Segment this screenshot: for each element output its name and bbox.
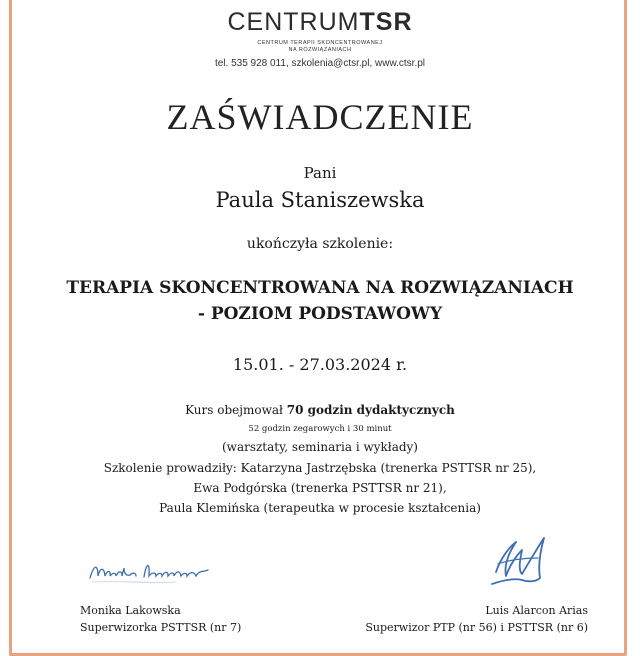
right-signatory-name: Luis Alarcon Arias	[485, 604, 588, 617]
logo-subtitle-line2: NA ROZWIĄZANIACH	[288, 47, 352, 53]
logo-subtitle-line1: CENTRUM TERAPII SKONCENTROWANEJ	[257, 40, 383, 46]
course-title-line1: TERAPIA SKONCENTROWANA NA ROZWIĄZANIACH	[66, 278, 574, 298]
trainers-line1: Szkolenie prowadziły: Katarzyna Jastrzębska (trenerka PSTTSR nr 25),	[103, 461, 537, 475]
salutation: Pani	[303, 164, 337, 182]
right-signature-image	[478, 520, 568, 600]
logo-subtitle	[0, 40, 640, 54]
contact-info: tel. 535 928 011, szkolenia@ctsr.pl, www.ctsr.pl	[214, 58, 426, 69]
certificate-title: ZAŚWIADCZENIE	[166, 97, 474, 137]
left-signature-image	[86, 554, 226, 590]
completion-text: ukończyła szkolenie:	[246, 236, 394, 252]
course-title	[0, 275, 640, 327]
hours-bold: 70 godzin dydaktycznych	[286, 403, 455, 417]
course-hours	[0, 403, 640, 417]
logo-text-centrum: CENTRUM	[227, 8, 360, 36]
trainers-line3: Paula Klemińska (terapeutka w procesie kształcenia)	[159, 501, 481, 515]
clock-hours: 52 godzin zegarowych i 30 minut	[248, 424, 392, 434]
course-title-line2: - POZIOM PODSTAWOWY	[197, 304, 443, 324]
hours-prefix: Kurs obejmował	[185, 403, 287, 417]
logo-text-tsr: TSR	[359, 8, 413, 36]
right-signatory-role: Superwizor PTP (nr 56) i PSTTSR (nr 6)	[365, 621, 588, 634]
left-signatory	[80, 602, 241, 636]
left-signatory-name: Monika Lakowska	[80, 604, 181, 617]
right-signatory	[365, 602, 588, 636]
left-signatory-role: Superwizorka PSTTSR (nr 7)	[80, 621, 242, 634]
recipient-name: Paula Staniszewska	[215, 188, 425, 212]
logo	[0, 8, 640, 37]
course-forms: (warsztaty, seminaria i wykłady)	[221, 440, 418, 454]
trainers-line2: Ewa Podgórska (trenerka PSTTSR nr 21),	[193, 481, 447, 495]
course-dates: 15.01. - 27.03.2024 r.	[232, 355, 408, 374]
trainers	[0, 458, 640, 518]
